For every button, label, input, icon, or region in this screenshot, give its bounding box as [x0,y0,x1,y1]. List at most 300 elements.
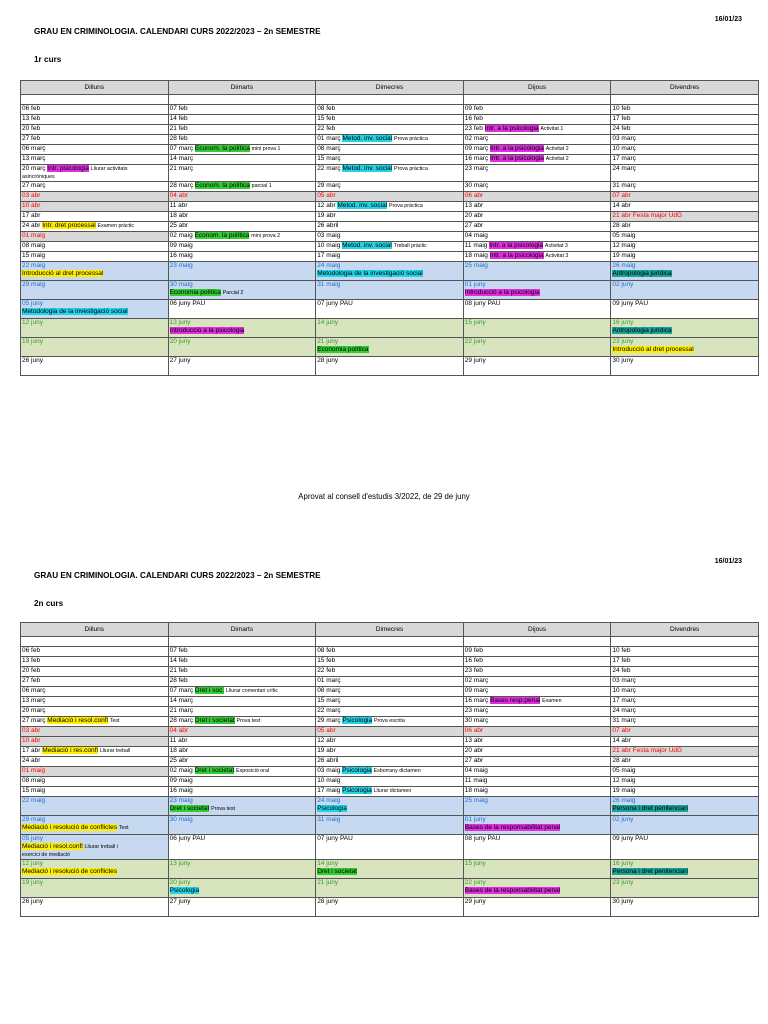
day-cell [316,281,464,300]
day-cell [21,212,169,222]
day-date: 20 juny [169,338,191,345]
day-date: 22 juny [464,879,486,886]
day-date: 27 març [22,182,46,189]
day-cell [316,657,464,667]
day-cell [21,357,169,376]
day-cell [463,787,611,797]
day-date: 09 març [464,145,489,152]
day-date: 28 abr [612,222,631,229]
event-note: Esborrany dictamen [373,768,421,774]
day-cell [21,262,169,281]
day-cell [463,338,611,357]
day-date: 06 abr [464,727,484,734]
day-date: 28 juny [317,357,339,364]
day-cell [168,165,316,182]
day-date: 09 feb [464,647,483,654]
day-cell [168,202,316,212]
day-cell [611,95,759,105]
exam-subject: Introducció a la psicologia [464,289,540,296]
day-cell [21,125,169,135]
day-date: 07 juny PAU [317,300,353,307]
day-date: 10 feb [612,647,631,654]
day-cell [316,727,464,737]
exam-line [317,868,462,876]
day-cell [316,135,464,145]
event-note: Exposició oral [236,768,270,774]
day-cell [611,222,759,232]
day-date: 11 abr [169,202,188,209]
day-cell [611,319,759,338]
exam-line [22,270,167,278]
subject-tag: Mediació i res.confl [42,747,98,754]
day-date: 28 feb [169,135,188,142]
day-date: 13 març [22,155,46,162]
day-date: 20 feb [22,125,41,132]
calendar-row [21,816,759,835]
exam-subject: Persona i dret penitenciari [612,805,688,812]
day-date: 16 juny [612,860,634,867]
day-cell [316,898,464,917]
day-cell [463,647,611,657]
day-date: 21 juny [317,879,339,886]
day-date: 21 juny [317,338,339,345]
calendar-row [21,637,759,647]
day-cell [463,135,611,145]
day-cell [316,232,464,242]
day-cell [316,787,464,797]
day-date: 10 març [612,687,636,694]
day-cell [168,707,316,717]
day-cell [463,757,611,767]
day-cell [463,797,611,816]
day-date: 04 abr [169,727,189,734]
day-cell [611,125,759,135]
day-cell [21,242,169,252]
event-note: Activitat 3 [544,243,568,249]
day-cell [463,222,611,232]
day-cell [168,319,316,338]
exam-line [465,887,610,895]
exam-subject: Economia política [317,346,369,353]
day-cell [21,647,169,657]
exam-subject: Persona i dret penitenciari [612,868,688,875]
day-date: 12 abr [317,737,336,744]
day-cell [21,145,169,155]
day-cell [316,637,464,647]
day-date: 05 juny [22,835,43,842]
day-cell [463,105,611,115]
day-cell [463,677,611,687]
calendar-row [21,767,759,777]
subject-tag: Psicologia [342,767,372,774]
day-cell [611,898,759,917]
day-cell [316,145,464,155]
calendar-row [21,707,759,717]
day-cell [611,637,759,647]
day-date: 12 maig [612,777,636,784]
day-date: 25 maig [464,797,488,804]
day-date: 30 juny [612,357,634,364]
day-cell [168,835,316,860]
day-date: 29 juny [464,357,486,364]
event-note: mini prova 2 [251,233,281,239]
column-header-2: Dimecres [316,623,464,637]
day-date: 24 maig [317,797,341,804]
subject-tag: Metod. inv. social [342,165,393,172]
exam-subject: Antropologia jurídica [612,327,672,334]
day-date: 29 març [317,717,341,724]
event-note: parcial 1 [251,183,272,189]
day-cell [21,860,169,879]
day-date: 27 març [22,717,46,724]
day-cell [21,707,169,717]
day-cell [463,165,611,182]
day-cell [21,797,169,816]
day-cell [611,300,759,319]
day-date: 25 maig [464,262,488,269]
event-note: Prova test [236,718,261,724]
day-date: 22 feb [317,125,336,132]
day-date: 22 juny [464,338,486,345]
day-cell [316,192,464,202]
calendar-row [21,182,759,192]
exam-subject: Mediació i resolució de conflictes [22,868,118,875]
exam-subject: Metodologia de la investigació social [317,270,423,277]
day-cell [168,192,316,202]
day-date: 25 abr [169,222,189,229]
day-date: 15 juny [464,319,486,326]
day-cell [21,192,169,202]
subject-tag: Intr. a la psicologia [484,125,539,132]
day-date: 17 abr [22,747,41,754]
calendar-row [21,777,759,787]
day-cell [611,338,759,357]
day-date: 31 maig [317,816,341,823]
course-subtitle: 1r curs [34,55,62,64]
day-date: 11 abr [169,737,188,744]
calendar-row [21,647,759,657]
day-cell [316,835,464,860]
exam-line [170,289,315,297]
day-cell [463,835,611,860]
day-cell [463,252,611,262]
day-date: 28 març [169,717,194,724]
day-cell [21,747,169,757]
day-date: 25 abr [169,757,189,764]
day-date: 17 maig [317,787,341,794]
calendar-row [21,677,759,687]
day-cell [316,816,464,835]
calendar-row [21,222,759,232]
event-note: Prova pràctica [394,136,428,142]
subject-tag: Intr. a la psicologia [489,242,544,249]
day-date: 03 abr [22,727,41,734]
day-cell [168,252,316,262]
day-date: 08 març [317,145,341,152]
day-date: 14 feb [169,115,188,122]
day-cell [21,898,169,917]
event-note: Lliurar activitats [90,166,128,172]
day-cell [168,125,316,135]
day-cell [611,787,759,797]
day-cell [21,687,169,697]
event-note: Prova escrita [373,718,405,724]
day-cell [21,657,169,667]
subject-tag: Bases resp.penal [490,697,541,704]
day-cell [463,667,611,677]
subject-tag: Econom. la política [194,232,250,239]
day-date: 05 maig [612,767,636,774]
event-note: Lliurar treball i [84,844,118,850]
event-note: Activitat 2 [545,156,569,162]
day-cell [611,105,759,115]
exam-subject: Psicologia [317,805,347,812]
day-date: 09 juny PAU [612,300,649,307]
day-cell [21,95,169,105]
day-cell [316,242,464,252]
day-cell [168,338,316,357]
day-date: 13 juny [169,860,191,867]
column-header-2: Dimecres [316,81,464,95]
day-date: 23 feb [464,667,483,674]
day-cell [168,879,316,898]
exam-line [170,887,315,895]
event-note: Treball pràctic [393,243,427,249]
day-cell [168,105,316,115]
day-cell [316,222,464,232]
day-date: 17 abr [22,212,41,219]
day-date: 18 abr [169,747,189,754]
day-cell [463,182,611,192]
day-date: 05 maig [612,232,636,239]
exam-line [170,805,315,813]
day-cell [168,747,316,757]
day-date: 12 abr [317,202,336,209]
day-cell [168,242,316,252]
day-date: 31 març [612,182,636,189]
day-cell [21,787,169,797]
page-title: GRAU EN CRIMINOLOGIA. CALENDARI CURS 2022/2023 – 2n SEMESTRE [34,571,321,580]
day-date: 28 abr [612,757,631,764]
calendar-row [21,797,759,816]
day-cell [21,637,169,647]
day-date: 27 juny [169,898,191,905]
day-date: 17 març [612,697,636,704]
calendar-table-1 [20,80,759,376]
day-cell [316,300,464,319]
day-date: 12 juny [22,319,43,326]
exam-line [22,843,167,851]
exam-line [317,805,462,813]
day-date: 19 maig [612,787,636,794]
day-cell [316,687,464,697]
day-date: 15 feb [317,115,336,122]
calendar-row [21,835,759,860]
day-date: 02 març [464,677,489,684]
day-cell [21,697,169,707]
calendar-row [21,717,759,727]
day-cell [611,727,759,737]
day-cell [463,898,611,917]
day-date: 02 març [464,135,489,142]
day-date: 12 juny [22,860,43,867]
exam-subject: Psicologia [169,887,200,894]
day-cell [168,135,316,145]
day-date: 16 març [464,155,489,162]
day-date: 08 feb [317,647,336,654]
day-date: 07 feb [169,647,188,654]
day-cell [316,707,464,717]
day-cell [168,145,316,155]
day-date: 17 feb [612,115,631,122]
day-date: 08 juny PAU [464,835,501,842]
exam-subject: Introducció al dret processal [22,270,104,277]
column-header-3: Dijous [463,623,611,637]
day-cell [611,697,759,707]
day-date: 03 abr [22,192,41,199]
day-date: 27 feb [22,677,41,684]
calendar-row [21,125,759,135]
day-date: 03 maig [317,767,341,774]
day-date: 15 juny [464,860,486,867]
day-cell [611,252,759,262]
day-cell [168,687,316,697]
day-cell [463,192,611,202]
day-date: 14 feb [169,657,188,664]
day-cell [611,647,759,657]
subject-tag: Intr. a la psicologia [490,155,544,162]
day-date: 13 març [22,697,46,704]
event-note: Test [118,825,129,831]
day-date: 03 març [612,135,636,142]
subject-tag: Psicologia [342,717,373,724]
day-cell [316,697,464,707]
day-date: 24 març [612,707,636,714]
day-cell [611,677,759,687]
event-note: Activitat 3 [545,253,569,259]
day-date: 10 maig [317,242,341,249]
calendar-row [21,155,759,165]
day-date: 18 maig [464,787,488,794]
day-cell [611,687,759,697]
day-cell [611,212,759,222]
exam-line [612,805,757,813]
day-date: 24 maig [317,262,341,269]
day-cell [316,357,464,376]
day-date: 06 març [22,145,46,152]
day-cell [463,860,611,879]
event-note: mini prova 1 [251,146,281,152]
day-cell [21,767,169,777]
day-date: 05 abr [317,727,336,734]
calendar-row [21,192,759,202]
subject-tag: Intr. a la psicologia [489,252,544,259]
day-cell [316,182,464,192]
day-date: 24 abr [22,222,41,229]
subject-tag: Mediació i resol.confl [47,717,108,724]
day-cell [21,202,169,212]
day-date: 16 maig [169,252,193,259]
day-cell [463,145,611,155]
event-note: Prova pràctica [388,203,423,209]
day-date: 23 maig [169,262,193,269]
day-date: 19 juny [22,338,43,345]
day-date: 15 maig [22,787,46,794]
day-date: 13 abr [464,737,484,744]
day-cell [21,677,169,687]
day-date: 08 març [317,687,341,694]
day-date: 09 maig [169,242,193,249]
day-cell [463,262,611,281]
day-cell [168,182,316,192]
course-subtitle: 2n curs [34,599,64,608]
day-date: 26 abril [317,222,339,229]
event-note: Prova pràctica [394,166,428,172]
event-note: Prova test [211,806,236,812]
day-date: 05 abr [317,192,336,199]
day-date: 19 juny [22,879,43,886]
calendar-row [21,787,759,797]
day-cell [611,777,759,787]
day-cell [316,115,464,125]
day-date: 30 maig [169,816,193,823]
day-date: 23 març [464,707,489,714]
day-date: 01 juny [464,281,486,288]
day-cell [316,252,464,262]
day-cell [463,657,611,667]
subject-tag: Intr. dret processal [42,222,96,229]
day-date: 10 març [612,145,636,152]
day-date: 23 març [464,165,489,172]
day-date: 26 maig [612,262,636,269]
day-date: 28 feb [169,677,188,684]
day-date: 03 març [612,677,636,684]
day-date: 21 abr Festa major UdG [612,747,683,754]
subject-tag: Metod. inv. social [342,242,392,249]
day-cell [611,357,759,376]
day-date: 15 maig [22,252,46,259]
day-cell [316,105,464,115]
day-cell [168,300,316,319]
day-date: 04 maig [464,767,488,774]
day-date: 14 abr [612,737,631,744]
calendar-row [21,145,759,155]
exam-subject: Introducció a la psicologia [169,327,245,334]
day-cell [168,155,316,165]
day-date: 24 abr [22,757,41,764]
day-cell [168,637,316,647]
day-cell [168,898,316,917]
day-cell [463,357,611,376]
exam-line [612,868,757,876]
day-cell [21,155,169,165]
event-note: Examen pràctic [97,223,135,229]
day-cell [611,707,759,717]
day-cell [21,105,169,115]
subject-tag: Econom. la política [194,145,250,152]
day-date: 23 maig [169,797,193,804]
calendar-row [21,667,759,677]
day-cell [21,232,169,242]
calendar-row [21,757,759,767]
day-date: 10 abr [22,737,41,744]
day-date: 01 març [317,677,341,684]
day-date: 14 juny [317,860,339,867]
calendar-row [21,105,759,115]
calendar-row [21,212,759,222]
day-cell [611,232,759,242]
day-cell [168,222,316,232]
